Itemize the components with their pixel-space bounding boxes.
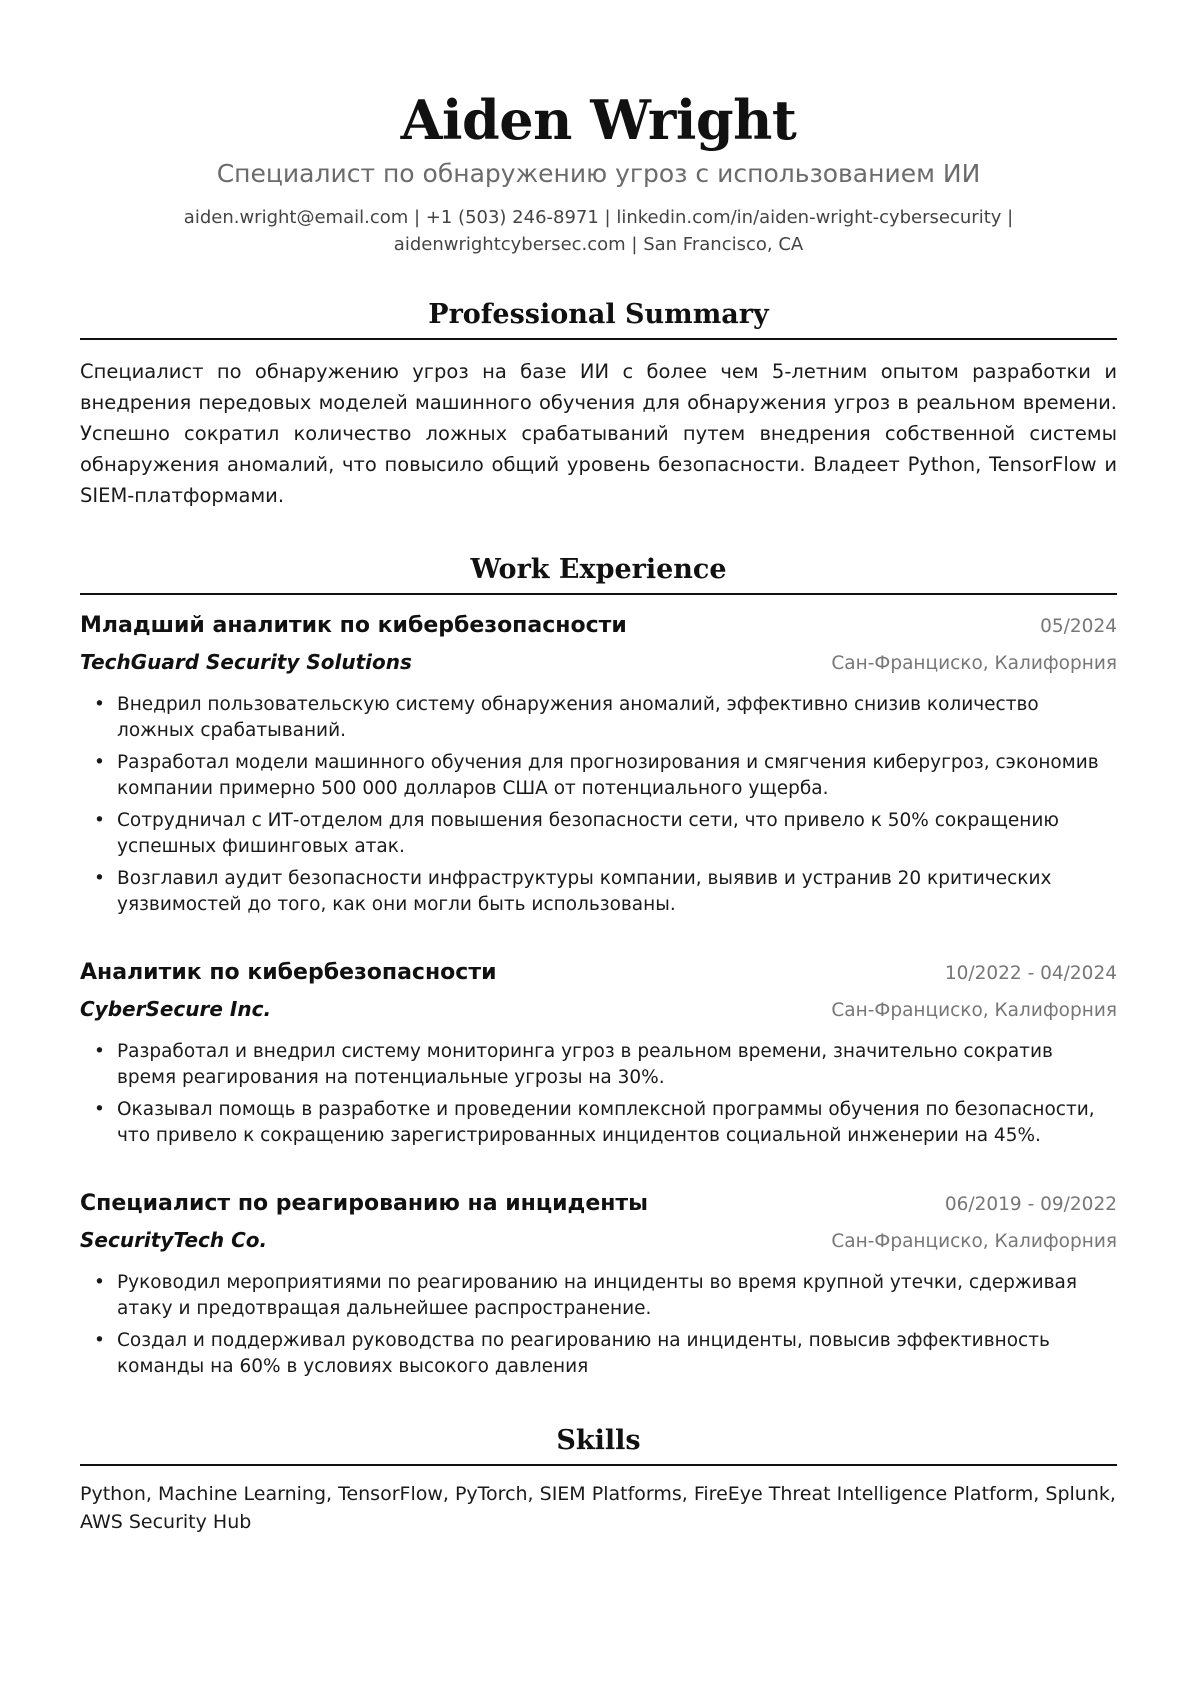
job-bullet: [80, 1270, 1117, 1322]
job-company-row: [80, 648, 1117, 678]
bullet-dot-icon: •: [94, 1330, 105, 1351]
job-bullet: [80, 1097, 1117, 1149]
bullet-dot-icon: •: [94, 694, 105, 715]
bullet-dot-icon: •: [94, 1099, 105, 1120]
job-title: Специалист по реагированию на инциденты: [80, 1191, 649, 1216]
job-title: Аналитик по кибербезопасности: [80, 960, 497, 985]
job-company-row: [80, 995, 1117, 1025]
bullet-dot-icon: •: [94, 810, 105, 831]
bullet-dot-icon: •: [94, 1272, 105, 1293]
job-bullet-text: Возглавил аудит безопасности инфраструктуры компании, выявив и устранив 20 критических уязвимостей до того, как они могли быть использованы.: [117, 868, 1052, 915]
job-bullet-text: Разработал и внедрил систему мониторинга угроз в реальном времени, значительно сократив время реагирования на потенциальные угрозы на 30%.: [117, 1041, 1053, 1088]
job-bullet: [80, 1039, 1117, 1091]
job-entry: [80, 611, 1117, 918]
job-bullet-text: Создал и поддерживал руководства по реагированию на инциденты, повысив эффективность команды на 60% в условиях высокого давления: [117, 1330, 1050, 1377]
job-company: SecurityTech Co.: [80, 1228, 268, 1252]
contact-info: aiden.wright@email.com | +1 (503) 246-8971 | linkedin.com/in/aiden-wright-cybersecurity | aidenwrightcybersec.com | San Francisco, CA: [183, 207, 1014, 255]
job-dates: 05/2024: [1040, 616, 1117, 637]
skills-section-title: Skills: [80, 1424, 1117, 1466]
job-title: Младший аналитик по кибербезопасности: [80, 613, 627, 638]
job-dates: 06/2019 - 09/2022: [944, 1194, 1117, 1215]
job-header-row: [80, 1189, 1117, 1220]
job-bullets: [80, 1039, 1117, 1149]
job-bullets: [80, 692, 1117, 918]
job-bullet: [80, 692, 1117, 744]
job-location: Сан-Франциско, Калифорния: [831, 653, 1117, 674]
bullet-dot-icon: •: [94, 1041, 105, 1062]
job-bullet-text: Разработал модели машинного обучения для прогнозирования и смягчения киберугроз, сэкономив компании примерно 500 000 долларов США от потенциального ущерба.: [117, 752, 1099, 799]
skills-text: Python, Machine Learning, TensorFlow, PyTorch, SIEM Platforms, FireEye Threat Intelligence Platform, Splunk, AWS Security Hub: [80, 1483, 1116, 1533]
job-bullet-text: Внедрил пользовательскую систему обнаружения аномалий, эффективно снизив количество ложных срабатываний.: [117, 694, 1039, 741]
candidate-headline: Специалист по обнаружению угроз с использованием ИИ: [216, 159, 981, 188]
job-location: Сан-Франциско, Калифорния: [831, 1231, 1117, 1252]
job-company: TechGuard Security Solutions: [80, 650, 412, 674]
candidate-name: Aiden Wright: [400, 88, 797, 152]
job-header-row: [80, 611, 1117, 642]
job-entry: [80, 1189, 1117, 1380]
job-location: Сан-Франциско, Калифорния: [831, 1000, 1117, 1021]
job-dates: 10/2022 - 04/2024: [944, 963, 1117, 984]
job-entry: [80, 958, 1117, 1149]
summary-text: Специалист по обнаружению угроз на базе ИИ с более чем 5-летним опытом разработки и внедрения передовых моделей машинного обучения для обнаружения угроз в реальном времени. Успешно сократил количество ложных срабатываний путем внедрения собственной системы обнаружения аномалий, что повысило общий уровень безопасности. Владеет Python, TensorFlow и SIEM-платформами.: [80, 360, 1117, 507]
resume-page: [80, 0, 1117, 1536]
job-header-row: [80, 958, 1117, 989]
job-bullet: [80, 866, 1117, 918]
job-company-row: [80, 1226, 1117, 1256]
job-company: CyberSecure Inc.: [80, 997, 272, 1021]
job-bullets: [80, 1270, 1117, 1380]
bullet-dot-icon: •: [94, 752, 105, 773]
job-bullet: [80, 750, 1117, 802]
job-bullet: [80, 1328, 1117, 1380]
bullet-dot-icon: •: [94, 868, 105, 889]
job-bullet-text: Руководил мероприятиями по реагированию на инциденты во время крупной утечки, сдерживая атаку и предотвращая дальнейшее распространение.: [117, 1272, 1077, 1319]
job-bullet: [80, 808, 1117, 860]
job-bullet-text: Сотрудничал с ИТ-отделом для повышения безопасности сети, что привело к 50% сокращению успешных фишинговых атак.: [117, 810, 1059, 857]
summary-section-title: Professional Summary: [80, 298, 1117, 340]
experience-section-title: Work Experience: [80, 553, 1117, 595]
job-bullet-text: Оказывал помощь в разработке и проведении комплексной программы обучения по безопасности, что привело к сокращению зарегистрированных инцидентов социальной инженерии на 45%.: [117, 1099, 1095, 1146]
